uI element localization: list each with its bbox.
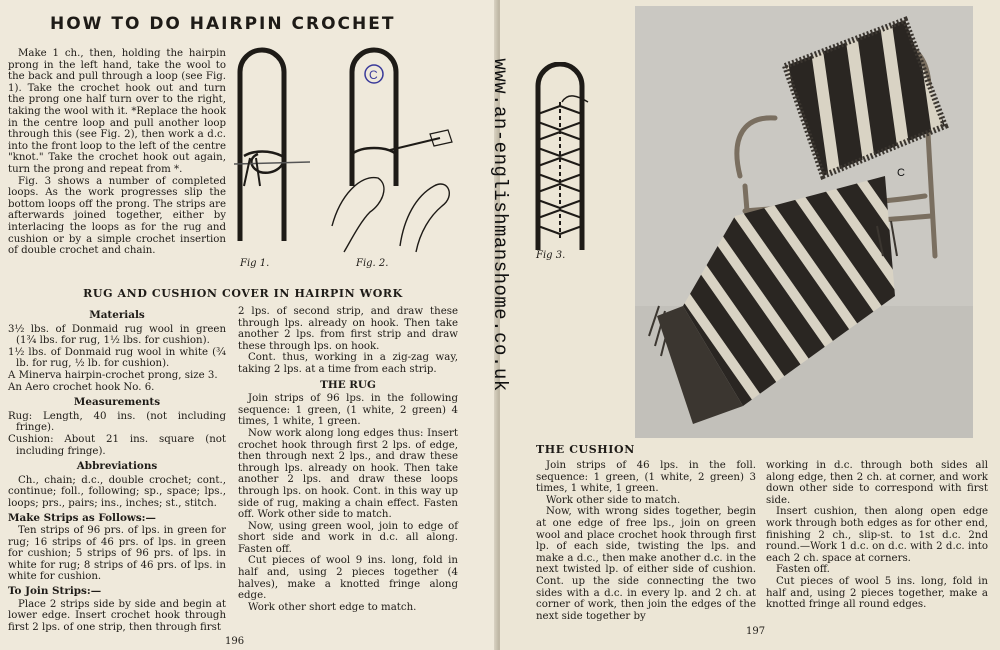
rug-paragraph: Cut pieces of wool 9 ins. long, fold in half and, using 2 pieces together (4 halves), make a knotted fringe along edge. bbox=[238, 555, 458, 602]
abbreviations-text: Ch., chain; d.c., double crochet; cont., continue; foll., following; sp., space; lps., loops; prs., pairs; ins., inches; st., stitch. bbox=[8, 474, 226, 509]
cushion-column-1 bbox=[536, 460, 756, 622]
join-heading: To Join Strips:— bbox=[8, 585, 102, 598]
materials-heading: Materials bbox=[89, 309, 145, 321]
abbreviations-heading: Abbreviations bbox=[76, 460, 158, 473]
fig3-loops-illustration bbox=[528, 62, 594, 252]
cushion-paragraph: Fasten off. bbox=[776, 564, 830, 576]
fig1-caption: Fig 1. bbox=[240, 258, 270, 269]
rug-heading: THE RUG bbox=[320, 378, 376, 391]
page-title: HOW TO DO HAIRPIN CROCHET bbox=[50, 14, 396, 34]
measurements-item: Cushion: About 21 ins. square (not including fringe). bbox=[8, 433, 226, 457]
cushion-paragraph: Insert cushion, then along open edge work through both edges as for other end, finishing 2 ch., slip-st. to 1st d.c. 2nd round.—Work 1 d.c. on d.c. with 2 d.c. into each 2 ch. space at corners. bbox=[766, 506, 988, 564]
fig1-hairpin-illustration bbox=[230, 46, 310, 246]
rug-cushion-photo-drawing bbox=[635, 6, 973, 438]
cushion-paragraph: Work other side to match. bbox=[546, 494, 681, 506]
fig2-hands-illustration bbox=[330, 46, 465, 256]
page-number-left: 196 bbox=[225, 636, 245, 647]
intro-paragraph: Fig. 3 shows a number of completed loops. As the work progresses slip the bottom loops off the prong. The strips are afterwards joined together, either by interlacing the loops as for the rug and cushion or by a simple crochet insertion of double crochet and chain. bbox=[8, 175, 226, 257]
cushion-column-2 bbox=[766, 460, 988, 611]
strips-heading: Make Strips as Follows:— bbox=[8, 511, 156, 524]
rug-paragraph: Join strips of 96 lps. in the following sequence: 1 green, (1 white, 2 green) 4 times, 1 white, 1 green. bbox=[238, 393, 458, 428]
intro-text bbox=[8, 48, 226, 257]
rug-column bbox=[238, 306, 458, 613]
cushion-paragraph: Cut pieces of wool 5 ins. long, fold in half and, using 2 pieces together, make a knotted fringe all round edges. bbox=[766, 575, 988, 611]
rug-paragraph: Now, using green wool, join to edge of short side and work in d.c. all along. Fasten off. bbox=[238, 520, 458, 555]
measurements-item: Rug: Length, 40 ins. (not including fringe). bbox=[8, 410, 226, 434]
materials-item: An Aero crochet hook No. 6. bbox=[8, 381, 155, 393]
measurements-heading: Measurements bbox=[73, 396, 161, 409]
fig2-caption: Fig. 2. bbox=[356, 258, 389, 269]
left-page bbox=[0, 0, 497, 650]
watermark bbox=[480, 60, 520, 390]
fig3-caption: Fig 3. bbox=[536, 250, 566, 261]
cushion-heading: THE CUSHION bbox=[536, 443, 635, 456]
materials-column bbox=[8, 306, 226, 633]
materials-item: 1½ lbs. of Donmaid rug wool in white (¾ lb. for rug, ½ lb. for cushion). bbox=[8, 346, 226, 370]
cushion-paragraph: Join strips of 46 lps. in the foll. sequence: 1 green, (1 white, 2 green) 3 times, 1 white, 1 green. bbox=[536, 460, 756, 495]
svg-text:C: C bbox=[369, 68, 378, 82]
cushion-paragraph: working in d.c. through both sides all along edge, then 2 ch. at corner, and work down other side to correspond with first side. bbox=[766, 460, 988, 506]
rug-paragraph: Now work along long edges thus: Insert crochet hook through first 2 lps. of edge, then through next 2 lps., and draw these through lps. already on hook. Then take another 2 lps. and draw these loops through lps. on hook. Cont. in this way up side of rug, making a chain effect. Fasten off. Work other side to match. bbox=[238, 427, 458, 521]
join-text: Place 2 strips side by side and begin at lower edge. Insert crochet hook through first 2 lps. of one strip, then through first bbox=[8, 598, 226, 633]
rug-paragraph: Work other short edge to match. bbox=[248, 601, 417, 613]
watermark-text: www.an-englishmanshome.co.uk bbox=[489, 58, 511, 392]
materials-item: 3½ lbs. of Donmaid rug wool in green (1¾ lbs. for rug, 1½ lbs. for cushion). bbox=[8, 323, 226, 347]
materials-item: A Minerva hairpin-crochet prong, size 3. bbox=[8, 369, 218, 381]
page-number-right: 197 bbox=[746, 626, 766, 637]
cushion-paragraph: Now, with wrong sides together, begin at one edge of free lps., join on green wool and place crochet hook through first lp. of each side, twisting the lps. and make a d.c., then make another d.c. in the next twisted lp. of either side of cushion. Cont. up the side connecting the two sides with a d.c. in every lp. and 2 ch. at corner of work, then join the edges of the next side together by bbox=[536, 506, 756, 622]
strips-text: Ten strips of 96 prs. of lps. in green for rug; 16 strips of 46 prs. of lps. in green for cushion; 5 strips of 96 prs. of lps. in white for rug; 8 strips of 46 prs. of lps. in white for cushion. bbox=[8, 525, 226, 583]
intro-paragraph: Make 1 ch., then, holding the hairpin prong in the left hand, take the wool to the back and pull through a loop (see Fig. 1). Take the crochet hook out and turn the prong one half turn over to the right, taking the wool with it. *Replace the hook in the centre loop and pull another loop through this (see Fig. 2), then work a d.c. into the front loop to the left of the centre "knot." Take the crochet hook out again, turn the prong and repeat from *. bbox=[8, 48, 226, 175]
join-continued: 2 lps. of second strip, and draw these through lps. already on hook. Then take another 2 lps. from first strip and draw these through lps. on hook. bbox=[238, 306, 458, 352]
photo-label: C bbox=[897, 167, 905, 179]
join-continued: Cont. thus, working in a zig-zag way, taking 2 lps. at a time from each strip. bbox=[238, 352, 458, 375]
section-title: RUG AND CUSHION COVER IN HAIRPIN WORK bbox=[83, 287, 403, 300]
rug-cushion-photo bbox=[635, 6, 973, 438]
